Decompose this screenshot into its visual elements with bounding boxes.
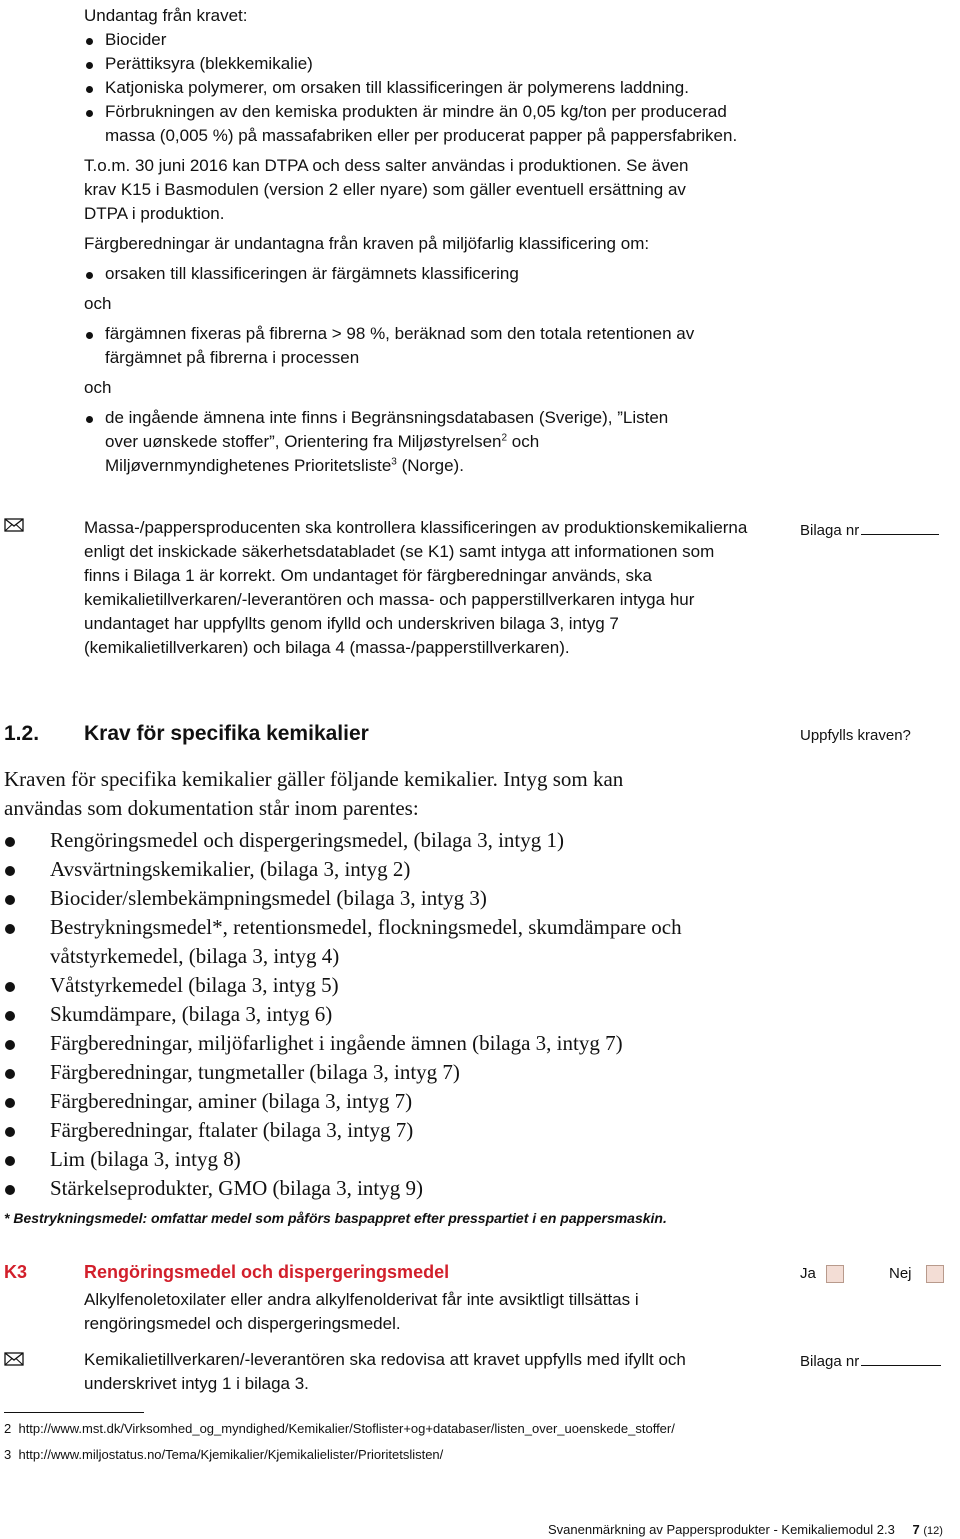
list-item: Katjoniska polymerer, om orsaken till klassificeringen är polymerens laddning.	[84, 76, 760, 100]
requirement-verification: Kemikalietillverkaren/-leverantören ska redovisa att kravet uppfylls med ifyllt och underskrivet intyg 1 i bilaga 3.	[84, 1350, 686, 1393]
section-body	[4, 765, 724, 1203]
dye-condition: de ingående ämnena inte finns i Begränsningsdatabasen (Sverige), ”Listen over uønskede stoffer”, Orientering fra Miljøstyrelsen$^2$ och Miljøvernmyndighetenes Prioritetsliste$^3$ (Norge).	[84, 406, 705, 478]
list-item: Förbrukningen av den kemiska produkten är mindre än 0,05 kg/ton per producerad massa (0,005 %) på massafabriken eller per producerat papper på pappersfabriken.	[84, 100, 760, 148]
list-item: Bestrykningsmedel*, retentionsmedel, flockningsmedel, skumdämpare och våtstyrkemedel, (bilaga 3, intyg 4)	[4, 913, 724, 971]
envelope-icon	[4, 518, 24, 532]
list-item: Skumdämpare, (bilaga 3, intyg 6)	[4, 1000, 724, 1029]
footnote-item: 2 http://www.mst.dk/Virksomhed_og_myndighed/Kemikalier/Stoflister+og+databaser/listen_over_uoenskede_stoffer/	[4, 1421, 675, 1436]
page-number: 7	[912, 1522, 920, 1537]
attachment-field[interactable]: Bilaga nr	[800, 1350, 941, 1374]
list-item: Våtstyrkemedel (bilaga 3, intyg 5)	[4, 971, 724, 1000]
list-item: Avsvärtningskemikalier, (bilaga 3, intyg 2)	[4, 855, 724, 884]
section-intro: Kraven för specifika kemikalier gäller följande kemikalier. Intyg som kan användas som dokumentation står inom parentes:	[4, 767, 624, 820]
chemical-list	[4, 826, 724, 1203]
footer-title: Svanenmärkning av Pappersprodukter - Kemikaliemodul 2.3	[548, 1522, 895, 1537]
asterisk-footnote: * Bestrykningsmedel: omfattar medel som påförs baspappret efter presspartiet i en pappersmaskin.	[4, 1210, 667, 1226]
list-item: Färgberedningar, miljöfarlighet i ingående ämnen (bilaga 3, intyg 7)	[4, 1029, 724, 1058]
list-item: Färgberedningar, ftalater (bilaga 3, intyg 7)	[4, 1116, 724, 1145]
verification-text: Massa-/pappersproducenten ska kontrollera klassificeringen av produktionskemikalierna enligt det inskickade säkerhetsdatabladet (se K1) samt intyga att informationen som finns i Bilaga 1 är korrekt. Om undantaget för färgberedningar används, ska kemikalietillverkaren/-leverantören och massa- och papperstillverkaren intyga hur undantaget har uppfyllts genom ifylld och underskriven bilaga 3, intyg 7 (kemikalietillverkaren) och bilaga 4 (massa-/papperstillverkaren).	[84, 518, 748, 657]
footnote-item: 3 http://www.miljostatus.no/Tema/Kjemikalier/Kjemikalielister/Prioritetslisten/	[4, 1447, 444, 1462]
dye-condition: färgämnen fixeras på fibrerna > 98 %, beräknad som den totala retentionen av färgämnet på fibrerna i processen	[84, 322, 735, 370]
list-item: Stärkelseprodukter, GMO (bilaga 3, intyg 9)	[4, 1174, 724, 1203]
dye-condition: orsaken till klassificeringen är färgämnets klassificering	[84, 262, 760, 286]
page-total: (12)	[923, 1525, 943, 1537]
exceptions-list	[84, 28, 760, 148]
compliance-label: Uppfylls kraven?	[800, 727, 911, 744]
footnote-divider	[4, 1412, 144, 1413]
och-label: och	[84, 294, 112, 313]
envelope-icon	[4, 1352, 24, 1366]
list-item: Färgberedningar, tungmetaller (bilaga 3, intyg 7)	[4, 1058, 724, 1087]
exceptions-block	[84, 4, 760, 478]
list-item: Lim (bilaga 3, intyg 8)	[4, 1145, 724, 1174]
list-item: Perättiksyra (blekkemikalie)	[84, 52, 760, 76]
no-checkbox[interactable]	[926, 1265, 944, 1283]
och-label: och	[84, 378, 112, 397]
list-item: Rengöringsmedel och dispergeringsmedel, (bilaga 3, intyg 1)	[4, 826, 724, 855]
footnote-link[interactable]: http://www.mst.dk/Virksomhed_og_myndighed/Kemikalier/Stoflister+og+databaser/listen_over_uoenskede_stoffer/	[18, 1421, 675, 1436]
no-option[interactable]: Nej	[889, 1262, 944, 1286]
page-footer	[548, 1522, 943, 1537]
dtpa-note: T.o.m. 30 juni 2016 kan DTPA och dess salter användas i produktionen. Se även krav K15 i Basmodulen (version 2 eller nyare) som gäller eventuell ersättning av DTPA i produktion.	[84, 156, 689, 223]
yes-checkbox[interactable]	[826, 1265, 844, 1283]
dye-intro: Färgberedningar är undantagna från kraven på miljöfarlig klassificering om:	[84, 234, 650, 253]
requirement-text: Alkylfenoletoxilater eller andra alkylfenolderivat får inte avsiktligt tillsättas i rengöringsmedel och dispergeringsmedel.	[84, 1290, 639, 1333]
yes-option[interactable]: Ja	[800, 1262, 844, 1286]
section-number: 1.2.	[4, 722, 40, 745]
list-item: Färgberedningar, aminer (bilaga 3, intyg 7)	[4, 1087, 724, 1116]
exceptions-intro: Undantag från kravet:	[84, 6, 248, 25]
requirement-code: K3	[4, 1262, 28, 1282]
footnote-link[interactable]: http://www.miljostatus.no/Tema/Kjemikalier/Kjemikalielister/Prioritetslisten/	[18, 1447, 444, 1462]
list-item: Biocider/slembekämpningsmedel (bilaga 3, intyg 3)	[4, 884, 724, 913]
attachment-field[interactable]: Bilaga nr	[800, 519, 939, 543]
requirement-title: Rengöringsmedel och dispergeringsmedel	[84, 1262, 450, 1282]
section-title: Krav för specifika kemikalier	[84, 722, 369, 745]
list-item: Biocider	[84, 28, 760, 52]
